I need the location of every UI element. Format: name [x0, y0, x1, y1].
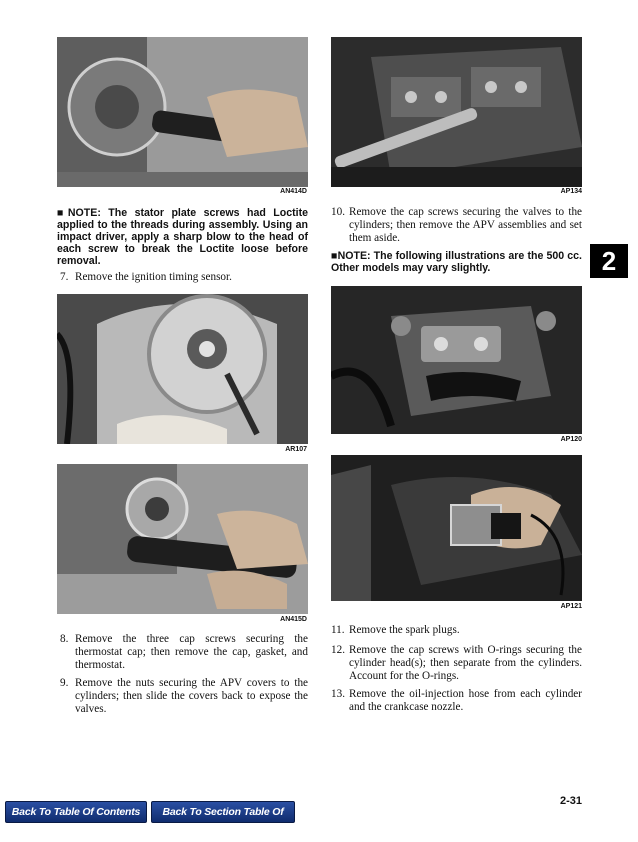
step-number: 12.: [331, 644, 345, 656]
photo-apv-removed: [331, 455, 582, 601]
step-text: Remove the nuts securing the APV covers to the cylinders; then slide the covers back to expose the valves.: [75, 677, 308, 715]
step-text: Remove the cap screws securing the valves to the cylinders; then remove the APV assemblies and set them aside.: [349, 206, 582, 244]
step-number: 7.: [60, 271, 69, 283]
step-10: [331, 206, 582, 244]
figure-label: AN414D: [280, 188, 307, 195]
section-tab: 2: [590, 244, 628, 278]
step-number: 8.: [60, 633, 69, 645]
step-text: Remove the spark plugs.: [349, 624, 460, 636]
step-number: 13.: [331, 688, 345, 700]
step-13: [331, 688, 582, 714]
figure-label: AP120: [560, 436, 582, 443]
figure-label: AN415D: [280, 616, 307, 623]
step-text: Remove the cap screws with O-rings securing the cylinder head(s); then separate from the cylinders. Account for the O-rings.: [349, 644, 582, 682]
figure-label: AP121: [560, 603, 582, 610]
step-number: 11.: [331, 624, 345, 636]
step-11: [331, 624, 582, 637]
figure-label: AR107: [285, 446, 307, 453]
step-text: Remove the three cap screws securing the thermostat cap; then remove the cap, gasket, and thermostat.: [75, 633, 308, 671]
step-text: Remove the ignition timing sensor.: [75, 271, 232, 283]
note-stator-loctite: ■NOTE: The stator plate screws had Loctite applied to the threads during assembly. Using an impact driver, apply a sharp blow to the head of each screw to break the Loctite loose before removal.: [57, 207, 308, 267]
photo-stator-impact-driver: [57, 37, 308, 187]
note-500cc-illustrations: ■NOTE: The following illustrations are the 500 cc. Other models may vary slightly.: [331, 250, 582, 274]
step-number: 10.: [331, 206, 345, 218]
step-9: [60, 677, 308, 715]
step-text: Remove the oil-injection hose from each cylinder and the crankcase nozzle.: [349, 688, 582, 713]
photo-ignition-timing-sensor: [57, 294, 308, 444]
figure-label: AP134: [560, 188, 582, 195]
step-12: [331, 644, 582, 682]
photo-apv-assembly: [331, 286, 582, 434]
back-to-toc-button[interactable]: Back To Table Of Contents: [5, 801, 147, 823]
page-number: 2-31: [559, 795, 582, 807]
back-to-section-toc-button[interactable]: Back To Section Table Of Contents: [151, 801, 295, 823]
step-8: [60, 633, 308, 671]
step-number: 9.: [60, 677, 69, 689]
photo-apv-cap-screws: [331, 37, 582, 187]
photo-thermostat-cap-removal: [57, 464, 308, 614]
step-7: [60, 271, 308, 284]
